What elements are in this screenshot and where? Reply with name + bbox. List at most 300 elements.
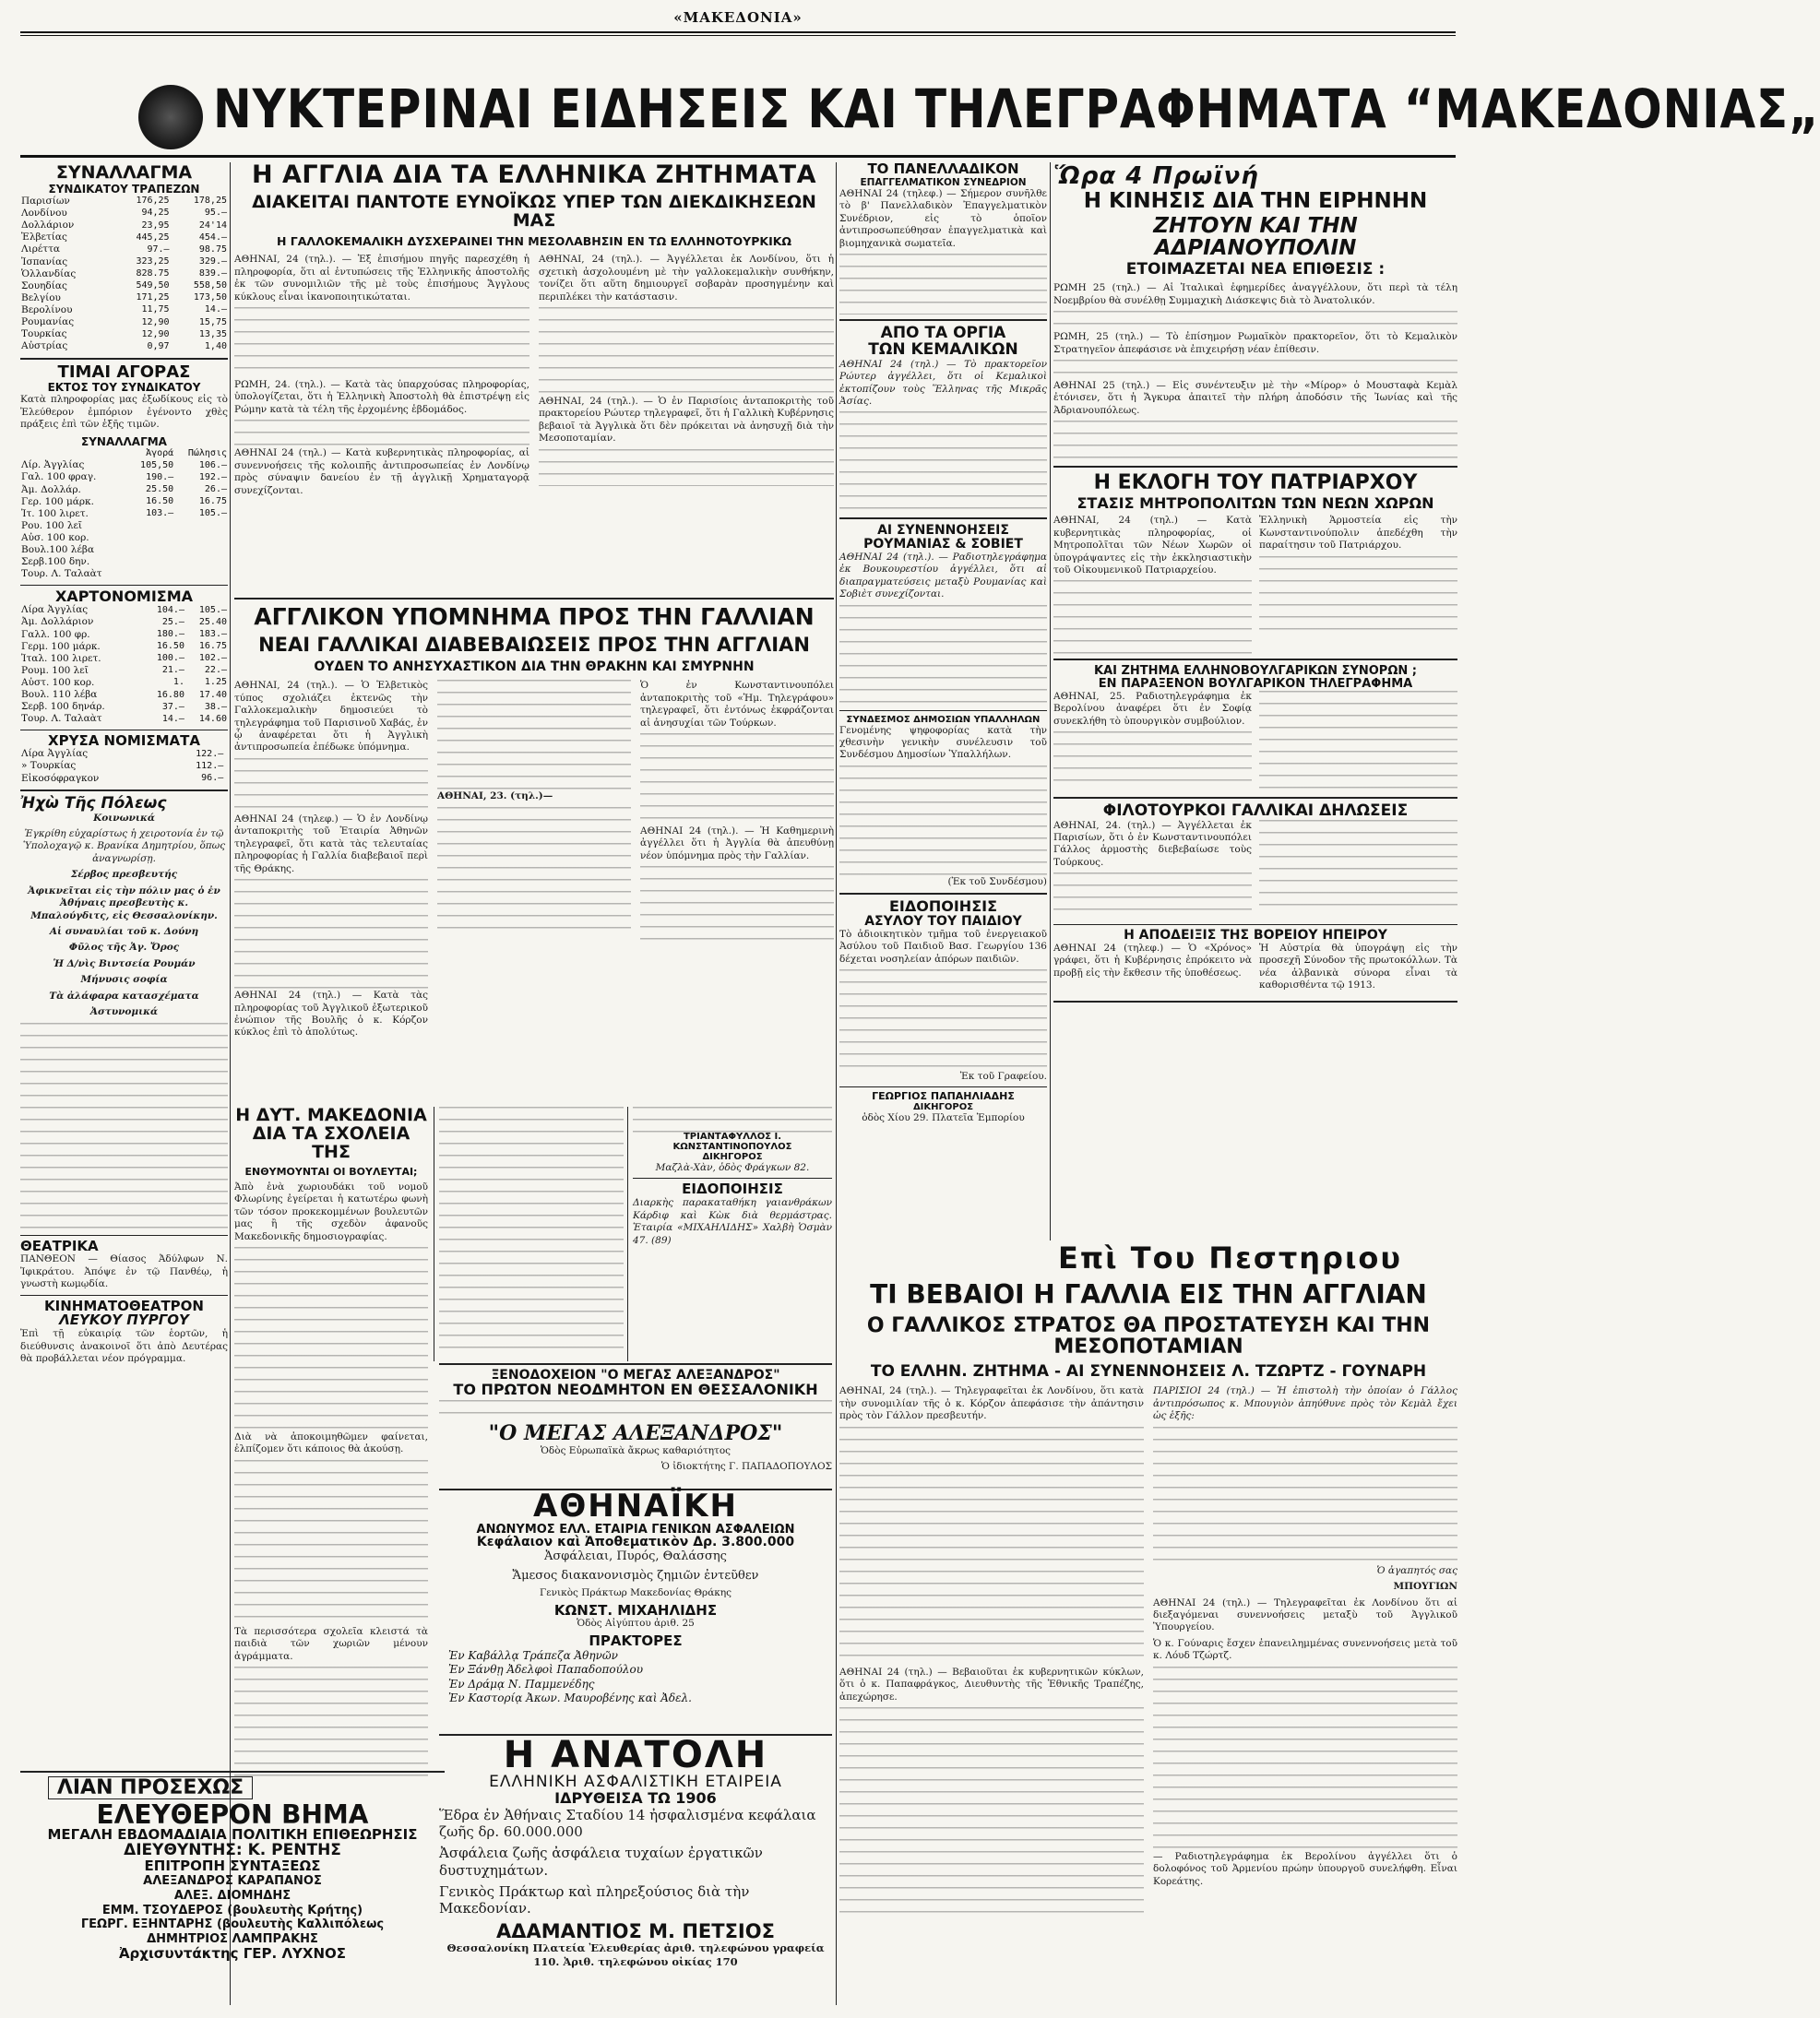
voulgaria-sub: ΕΝ ΠΑΡΑΞΕΝΟΝ ΒΟΥΛΓΑΡΙΚΟΝ ΤΗΛΕΓΡΑΦΗΜΑ xyxy=(1098,677,1413,692)
echo-item: Φῦλος τῆς Ἁγ. Ὄρος xyxy=(68,942,180,954)
xartonomisma-row xyxy=(20,665,228,677)
lawyer1-name: ΤΡΙΑΝΤΑΦΥΛΛΟΣ Ι. ΚΩΝΣΤΑΝΤΙΝΟΠΟΥΛΟΣ xyxy=(672,1132,792,1152)
xartonomisma-title: ΧΑΡΤΟΝΟΜΙΣΜΑ xyxy=(54,587,194,605)
timai-row xyxy=(20,556,228,568)
asylou-title: ΕΙΔΟΠΟΙΗΣΙΣ xyxy=(888,897,997,916)
table-cell: Τουρ. Λ. Ταλαὰτ xyxy=(21,568,102,580)
ypomnima-continued xyxy=(439,1107,624,1358)
ypomnima-p5: ΑΘΗΝΑΙ 24 (τηλ.). — Ἡ Καθημερινὴ ἀγγέλλει ὅτι ἡ Ἀγγλία θὰ ἀπευθύνῃ νέον ὑπόμνημα πρὸς τὴν Γαλλίαν. xyxy=(640,825,834,861)
table-cell: Γαλ. 100 φραγ. xyxy=(21,471,97,483)
table-cell xyxy=(174,532,228,544)
xartonomisma-row xyxy=(20,653,228,665)
table-cell: Λονδίνου xyxy=(21,208,67,220)
lawyer2-name: ΓΕΩΡΓΙΟΣ ΠΑΠΑΗΛΙΑΔΗΣ xyxy=(872,1090,1015,1103)
anatoli-line1: ΕΛΛΗΝΙΚΗ ΑΣΦΑΛΙΣΤΙΚΗ ΕΤΑΙΡΕΙΑ xyxy=(489,1773,782,1791)
echo-item: Τὰ ἀλάφαρα κατασχέματα xyxy=(49,990,199,1002)
table-cell: 37.— xyxy=(161,701,184,712)
table-cell: 103.— xyxy=(146,508,174,519)
timai-row xyxy=(20,459,228,471)
table-cell: Σερβ.100 δην. xyxy=(21,556,90,568)
makedonia-article xyxy=(234,1107,428,1767)
lawyer2-addr: ὁδὸς Χίου 29. Πλατεῖα Ἐμπορίου xyxy=(862,1112,1025,1124)
xrysa-row xyxy=(20,760,228,772)
small-ads xyxy=(633,1133,832,1354)
synallagma-row xyxy=(20,340,228,352)
ypomnima-p1: ΑΘΗΝΑΙ, 24 (τηλ.). — Ὁ Ἑλβετικὸς τύπος σχολιάζει ἐκτενῶς τὴν Γαλλοκεμαλικὴν δημοσιεύει τὸ τηλεγράφημα τοῦ Παρισινοῦ Χαβάς, ἐν ᾧ ἀναφέρεται ὅτι ἡ Ἀγγλικὴ ἀντιπροσωπεία ἐπέδωκε ὑπόμνημα. xyxy=(234,680,428,754)
synallagma-row xyxy=(20,316,228,328)
table-cell: 16.80 xyxy=(156,689,184,700)
ora-headline: Η ΚΙΝΗΣΙΣ ΔΙΑ ΤΗΝ ΕΙΡΗΝΗΝ xyxy=(1083,189,1428,213)
table-cell: 183.— xyxy=(198,628,227,639)
table-cell: 97.— xyxy=(147,243,170,255)
table-cell: 100.— xyxy=(156,653,184,664)
timai-table-title: ΣΥΝΑΛΛΑΓΜΑ xyxy=(81,434,167,448)
echo-body-text xyxy=(20,1023,228,1231)
table-cell: 192.— xyxy=(198,471,227,482)
rumania-title2: ΡΟΥΜΑΝΙΑΣ & ΣΟΒΙΕΤ xyxy=(863,537,1023,552)
table-cell: 190.— xyxy=(146,471,174,482)
table-cell: 22.— xyxy=(204,665,227,676)
lian-member: ΔΗΜΗΤΡΙΟΣ ΛΑΜΠΡΑΚΗΣ xyxy=(147,1932,318,1947)
table-cell: Τουρκίας xyxy=(21,328,67,340)
table-cell xyxy=(128,532,174,544)
table-cell: 828.75 xyxy=(136,268,170,279)
pesteriou-section xyxy=(839,1240,1457,2005)
echo-item: Κοινωνικά xyxy=(93,812,155,824)
synallagma-row xyxy=(20,268,228,280)
synallagma-row xyxy=(20,304,228,316)
pesteriou-p2: ΠΑΡΙΣΙΟΙ 24 (τηλ.) — Ἡ ἐπιστολὴ τὴν ὁποίαν ὁ Γάλλος ἀντιπρόσωπος κ. Μπουγιὸν ἀπηύθυνε πρὸς τὸν Κεμὰλ ἔχει ὡς ἑξῆς: xyxy=(1153,1385,1457,1422)
makedonia-sub: ΕΝΘΥΜΟΥΝΤΑΙ ΟΙ ΒΟΥΛΕΥΤΑΙ; xyxy=(244,1165,418,1178)
table-cell: Λίρα Ἀγγλίας xyxy=(21,604,89,616)
synallagma-row xyxy=(20,292,228,304)
timai-intro: Κατὰ πληροφορίας μας ἐξωδίκους εἰς τὸ Ἐλεύθερον ἐμπόριον ἐγένοντο χθὲς πράξεις ἐπὶ τῶν ἑξῆς τιμῶν. xyxy=(20,394,228,431)
makedonia-p1: Ἀπὸ ἑνὰ χωριουδάκι τοῦ νομοῦ Φλωρίνης ἐγείρεται ἡ κατωτέρω φωνὴ τῶν τόσον προκεκομμένων βουλευτῶν μας ἢ τῆς σχεδὸν ἀφανοῦς Μακεδονικῆς δημοσιογραφίας. xyxy=(234,1181,428,1242)
ora-sub2: ΕΤΟΙΜΑΖΕΤΑΙ ΝΕΑ ΕΠΙΘΕΣΙΣ : xyxy=(1125,260,1386,279)
table-cell: 25.50 xyxy=(146,483,174,494)
patriarxis-sub: ΣΤΑΣΙΣ ΜΗΤΡΟΠΟΛΙΤΩΝ ΤΩΝ ΝΕΩΝ ΧΩΡΩΝ xyxy=(1077,494,1434,513)
xrysa-row xyxy=(20,748,228,760)
makedonia-p2: Διὰ νὰ ἀποκοιμηθῶμεν φαίνεται, ἐλπίζομεν ὅτι κάποιος θὰ ἀκούσῃ. xyxy=(234,1431,428,1455)
table-cell: Γερ. 100 μάρκ. xyxy=(21,495,94,507)
timai-row xyxy=(20,568,228,580)
ora-title: Ὥρα 4 Πρωϊνή xyxy=(1053,162,1259,190)
synallagma-row xyxy=(20,231,228,243)
athinaiki-line4: Ἄμεσος διακανονισμὸς ζημιῶν ἐντεῦθεν xyxy=(512,1568,759,1583)
ypomnima-title: ΑΓΓΛΙΚΟΝ ΥΠΟΜΝΗΜΑ ΠΡΟΣ ΤΗΝ ΓΑΛΛΙΑΝ xyxy=(254,603,815,630)
echo-item: Ἀφικνεῖται εἰς τὴν πόλιν μας ὁ ἐν Ἀθήναις πρεσβευτὴς κ. Μπαλούγδιτς, εἰς Θεσσαλονίκην. xyxy=(28,884,220,921)
table-cell: Παρισίων xyxy=(21,195,70,207)
table-cell xyxy=(224,760,228,772)
table-cell: 15,75 xyxy=(198,316,227,327)
ipeiros-p2: Ἡ Αὐστρία θὰ ὑπογράψῃ εἰς τὴν προσεχῆ Σύνοδον τῆς πρωτοκόλλων. Τὰ νέα ἀλβανικὰ σύνορα εἶναι τὰ καθορισθέντα τῷ 1913. xyxy=(1259,942,1457,991)
table-cell: 329.— xyxy=(198,255,227,267)
table-cell: 12,90 xyxy=(141,328,170,339)
lian-member: ΕΜΜ. ΤΣΟΥΔΕΡΟΣ (βουλευτὴς Κρήτης) xyxy=(101,1903,363,1917)
table-cell xyxy=(128,568,174,580)
table-cell: Ἰταλ. 100 λιρετ. xyxy=(21,652,101,664)
rumania-title: ΑΙ ΣΥΝΕΝΝΟΗΣΕΙΣ xyxy=(877,523,1009,539)
ora-sub1: ΖΗΤΟΥΝ ΚΑΙ ΤΗΝ ΑΔΡΙΑΝΟΥΠΟΛΙΝ xyxy=(1153,214,1358,261)
athinaiki-line5: Γενικὸς Πράκτωρ Μακεδονίας Θράκης xyxy=(539,1587,732,1599)
ypallilon-title: ΣΥΝΔΕΣΜΟΣ ΔΗΜΟΣΙΩΝ ΥΠΑΛΛΗΛΩΝ xyxy=(846,714,1041,725)
table-cell: 106.— xyxy=(198,459,227,470)
table-cell: Λίρ. Ἀγγλίας xyxy=(21,459,85,471)
pesteriou-p3: ΑΘΗΝΑΙ 24 (τηλ.) — Βεβαιοῦται ἐκ κυβερνητικῶν κύκλων, ὅτι ὁ κ. Παπαφράγκος, Διευθυντὴς τῆς Ἐθνικῆς Τραπέζης, ἀπεχώρησε. xyxy=(839,1666,1144,1703)
synallagma-title: ΣΥΝΑΛΛΑΓΜΑ xyxy=(55,162,193,183)
table-cell: Βουλ. 110 λέβα xyxy=(21,689,98,701)
table-cell: 105.— xyxy=(198,508,227,519)
lian-title: ΛΙΑΝ ΠΡΟΣΕΧΩΣ xyxy=(48,1776,253,1799)
table-cell: 122.— xyxy=(196,748,224,759)
table-cell: Λίρα Ἀγγλίας xyxy=(21,748,89,760)
table-cell: Βουλ.100 λέβα xyxy=(21,544,95,556)
table-cell: 21.— xyxy=(161,665,184,676)
athinaiki-agent-line: Ἐν Καβάλλᾳ Τράπεζα Ἀθηνῶν xyxy=(448,1648,618,1662)
ipeiros-title: Η ΑΠΟΔΕΙΞΙΣ ΤΗΣ ΒΟΡΕΙΟΥ ΗΠΕΙΡΟΥ xyxy=(1124,928,1387,944)
column-divider xyxy=(230,162,231,2005)
xrysa-title: ΧΡΥΣΑ ΝΟΜΙΣΜΑΤΑ xyxy=(48,731,200,749)
pesteriou-p1: ΑΘΗΝΑΙ, 24 (τηλ.). — Τηλεγραφεῖται ἐκ Λονδίνου, ὅτι κατὰ τὴν συνομιλίαν τῆς ὁ κ. Κόρζον ἀπεφάσισε τὴν ἀπάντησιν πρὸς τὸν Γάλλον πρεσβευτήν. xyxy=(839,1385,1144,1422)
anglia-p2: ΡΩΜΗ, 24. (τηλ.). — Κατὰ τὰς ὑπαρχούσας πληροφορίας, ὑπολογίζεται, ὅτι ἡ Ἑλληνικὴ Ἀποστολὴ θὰ ἐπιστρέψῃ εἰς Ρώμην κατὰ τὰ τέλη τῆς ἐρχομένης ἑβδομάδος. xyxy=(234,378,529,415)
xartonomisma-row xyxy=(20,641,228,653)
echo-item: Αἱ συναυλίαι τοῦ κ. Δούνη xyxy=(49,926,199,938)
table-cell: Ὁλλανδίας xyxy=(21,267,77,279)
makedonia-p3: Τὰ περισσότερα σχολεῖα κλειστά τὰ παιδιὰ τῶν χωριῶν μένουν ἀγράμματα. xyxy=(234,1625,428,1662)
anglia-sub2: Η ΓΑΛΛΟΚΕΜΑΛΙΚΗ ΔΥΣΧΕΡΑΙΝΕΙ ΤΗΝ ΜΕΣΟΛΑΒΗΣΙΝ ΕΝ ΤΩ ΕΛΛΗΝΟΤΟΥΡΚΙΚΩ xyxy=(276,234,792,249)
cinema-text: Ἐπὶ τῇ εὐκαιρίᾳ τῶν ἑορτῶν, ἡ διεύθυνσις ἀνακοινοῖ ὅτι ἀπὸ Δευτέρας θὰ προβάλλεται νέον πρόγραμμα. xyxy=(20,1328,228,1365)
theatrika-text: ΠΑΝΘΕΟΝ — Θίασος Ἀδύλφων Ν. Ἰφικράτου. Ἀπόψε ἐν τῷ Πανθέῳ, ἡ γνωστὴ κωμῳδία. xyxy=(20,1253,228,1290)
timai-row xyxy=(20,484,228,496)
anatoli-addr: Θεσσαλονίκη Πλατεία Ἐλευθερίας ἀριθ. τηλεφώνου γραφεία 110. Ἀριθ. τηλεφώνου οἰκίας 170 xyxy=(446,1941,825,1968)
table-cell: Βελγίου xyxy=(21,291,61,303)
patriarxis-p1: ΑΘΗΝΑΙ, 24 (τηλ.) — Κατὰ κυβερνητικὰς πληροφορίας, οἱ Μητροπολῖται τῶν Νέων Χωρῶν οἱ ὑπογράψαντες εἰς τὴν ἐκκλησιαστικὴν τοῦ Οἰκουμενικοῦ Πατριαρχείου. xyxy=(1053,515,1252,576)
headline-rule xyxy=(20,155,1456,158)
athinaiki-ad xyxy=(439,1489,832,1732)
timai-row xyxy=(20,471,228,483)
xartonomisma-row xyxy=(20,701,228,713)
table-cell: 94,25 xyxy=(141,208,170,219)
table-cell: 16.75 xyxy=(198,495,227,506)
table-cell: 14.— xyxy=(161,713,184,724)
table-cell xyxy=(174,544,228,556)
ypomnima-sub2: ΟΥΔΕΝ ΤΟ ΑΝΗΣΥΧΑΣΤΙΚΟΝ ΔΙΑ ΤΗΝ ΘΡΑΚΗΝ ΚΑΙ ΣΜΥΡΝΗΝ xyxy=(314,659,755,675)
pesteriou-sign2: ΜΠΟΥΓΙΩΝ xyxy=(1393,1581,1457,1593)
table-cell: 1,40 xyxy=(204,340,227,351)
lian-paper: ΕΛΕΥΘΕΡΟΝ ΒΗΜΑ xyxy=(96,1799,369,1831)
ypomnima-sub1: ΝΕΑΙ ΓΑΛΛΙΚΑΙ ΔΙΑΒΕΒΑΙΩΣΕΙΣ ΠΡΟΣ ΤΗΝ ΑΓΓΛΙΑΝ xyxy=(258,634,810,657)
anglia-title: Η ΑΓΓΛΙΑ ΔΙΑ ΤΑ ΕΛΛΗΝΙΚΑ ΖΗΤΗΜΑΤΑ xyxy=(252,160,816,189)
table-cell: 16.75 xyxy=(198,641,227,651)
table-cell: 11,75 xyxy=(141,304,170,315)
athinaiki-line3: Ἀσφάλειαι, Πυρός, Θαλάσσης xyxy=(544,1549,727,1564)
ypomnima-p4: Ὁ ἐν Κωνσταντινουπόλει ἀνταποκριτὴς τοῦ «Ἡμ. Τηλεγράφου» τηλεγραφεῖ, ὅτι ἐντόνως ἐκφράζονται αἱ ἀνησυχίαι τῶν Τούρκων. xyxy=(640,680,834,729)
patriarxis-p2: Ἑλληνικὴ Ἁρμοστεία εἰς τὴν Κωνσταντινούπολιν ἀπεδέχθη τὴν παραίτησιν τοῦ Πατριάρχου. xyxy=(1259,515,1457,552)
ipeiros-p1: ΑΘΗΝΑΙ 24 (τηλεφ.) — Ὁ «Χρόνος» γράφει, ὅτι ἡ Κυβέρνησις ἐπρόκειτο νὰ προβῇ εἰς τὴν ἔκθεσιν τῆς ὑποθέσεως. xyxy=(1053,942,1252,979)
table-cell: Τουρ. Λ. Ταλαὰτ xyxy=(21,713,102,725)
synallagma-row xyxy=(20,243,228,255)
table-cell: Λιρέττα xyxy=(21,243,61,255)
table-cell: 558,50 xyxy=(193,280,227,291)
anglia-p1: ΑΘΗΝΑΙ, 24 (τηλ.). — Ἐξ ἐπισήμου πηγῆς παρεσχέθη ἡ πληροφορία, ὅτι αἱ ἐντυπώσεις τῆς Ἑλληνικῆς ἀποστολῆς ἐκ τῶν συνομιλιῶν τῆς μὲ τοὺς ἐπισήμους Ἄγγλους κύκλους εἶναι ἱκανοποιητικώταται. xyxy=(234,254,529,303)
rumania-text: ΑΘΗΝΑΙ 24 (τηλ.). — Ραδιοτηλεγράφημα ἐκ Βουκουρεστίου ἀγγέλλει, ὅτι αἱ διαπραγματεύσεις μεταξὺ Ρουμανίας καὶ Σοβιὲτ συνεχίζονται. xyxy=(839,551,1047,600)
orgia-text: ΑΘΗΝΑΙ 24 (τηλ.) — Τὸ πρακτορεῖον Ρώυτερ ἀγγέλλει, ὅτι οἱ Κεμαλικοὶ ἐκτοπίζουν τοὺς Ἕλληνας τῆς Μικρᾶς Ἀσίας. xyxy=(839,358,1047,407)
table-cell: 16.50 xyxy=(156,641,184,651)
synedrion-text: ΑΘΗΝΑΙ 24 (τηλεφ.) — Σήμερον συνῆλθε τὸ β' Πανελλαδικὸν Ἐπαγγελματικὸν Συνέδριον, εἰς τὸ ὁποῖον ἀντιπροσωπεύθησαν ἐπαγγελματικὰ καὶ βιομηχανικὰ σωματεῖα. xyxy=(839,187,1047,249)
table-cell: 98.75 xyxy=(198,243,227,255)
timai-row xyxy=(20,508,228,520)
synallagma-subtitle: ΣΥΝΔΙΚΑΤΟΥ ΤΡΑΠΕΖΩΝ xyxy=(48,182,200,196)
xartonomisma-row xyxy=(20,713,228,725)
athinaiki-agent-line: Ἐν Δράμᾳ Ν. Παμμενέδης xyxy=(448,1677,595,1691)
table-header xyxy=(20,448,128,460)
xrysa-table xyxy=(20,748,228,784)
anglia-p5: ΑΘΗΝΑΙ, 24 (τηλ.). — Ὁ ἐν Παρισίοις ἀνταποκριτὴς τοῦ πρακτορείου Ρώυτερ τηλεγραφεῖ, ὅτι ἡ Γαλλικὴ Κυβέρνησις βεβαιοῖ τὰ Ἀγγλικὰ ὅτι δὲν πρόκειται νὰ ἀνησυχῇ διὰ τὴν Μεσοποταμίαν. xyxy=(539,395,834,445)
anglia-p4: ΑΘΗΝΑΙ, 24 (τηλ.). — Ἀγγέλλεται ἐκ Λονδίνου, ὅτι ἡ σχετικὴ ἀσχολουμένη μὲ τὴν γαλλοκεμαλικὴν συνθήκην, τονίζει ὅτι αὕτη δημιουργεῖ σοβαρὰν προσηγμένην καὶ περιπλέκει τὴν κατάστασιν. xyxy=(539,254,834,303)
athinaiki-title: ΑΘΗΝΑΪΚΗ xyxy=(533,1488,738,1525)
anatoli-agent: ΑΔΑΜΑΝΤΙΟΣ Μ. ΠΕΤΣΙΟΣ xyxy=(496,1920,775,1943)
athinaiki-line2: Κεφάλαιον καὶ Ἀποθεματικὸν Δρ. 3.800.000 xyxy=(476,1535,795,1550)
echo-item: Μήνυσις σοφία xyxy=(80,974,168,986)
table-cell: 176,25 xyxy=(136,196,170,207)
table-cell: 180.— xyxy=(156,628,184,639)
ora-p3: ΑΘΗΝΑΙ 25 (τηλ.) — Εἰς συνέντευξιν μὲ τὴν «Μίρορ» ὁ Μουσταφὰ Κεμὰλ ἐτόνισεν, ὅτι ἡ Ἄγκυρα ἀπαιτεῖ τὴν πλήρη ἀποδόσιν τῆς Ἰωνίας καὶ τῆς Ἀδριανουπόλεως. xyxy=(1053,380,1457,416)
lian-member: ΑΛΕΞ. ΔΙΟΜΗΔΗΣ xyxy=(173,1888,291,1903)
table-cell: 14.— xyxy=(204,304,227,315)
table-cell: 171,25 xyxy=(136,292,170,303)
synedrion-sub: ΕΠΑΓΓΕΛΜΑΤΙΚΟΝ ΣΥΝΕΔΡΙΟΝ xyxy=(860,176,1027,188)
table-cell: 25.— xyxy=(161,616,184,627)
table-cell: 178,25 xyxy=(193,196,227,207)
synallagma-row xyxy=(20,280,228,292)
table-cell: 26.— xyxy=(204,483,227,494)
table-cell: Ἑλβετίας xyxy=(21,231,67,243)
xartonomisma-row xyxy=(20,616,228,628)
pesteriou-headline: ΤΙ ΒΕΒΑΙΟΙ Η ΓΑΛΛΙΑ ΕΙΣ ΤΗΝ ΑΓΓΛΙΑΝ xyxy=(870,1279,1427,1310)
hotel-line: ΤΟ ΠΡΩΤΟΝ ΝΕΟΔΜΗΤΟΝ ΕΝ ΘΕΣΣΑΛΟΝΙΚΗ xyxy=(453,1380,818,1398)
table-cell: 12,90 xyxy=(141,316,170,327)
table-cell: Σερβ. 100 δηνάρ. xyxy=(21,701,105,713)
top-rule-thin xyxy=(20,35,1456,36)
timai-title: ΤΙΜΑΙ ΑΓΟΡΑΣ xyxy=(57,362,191,382)
table-header: Ἀγορά xyxy=(146,447,174,458)
patriarxis-title: Η ΕΚΛΟΓΗ ΤΟΥ ΠΑΤΡΙΑΡΧΟΥ xyxy=(1093,471,1418,495)
synallagma-row xyxy=(20,328,228,340)
lawyer1-title: ΔΙΚΗΓΟΡΟΣ xyxy=(702,1152,763,1162)
table-cell xyxy=(128,520,174,532)
table-cell xyxy=(128,544,174,556)
table-cell: 17.40 xyxy=(198,689,227,700)
athinaiki-agent-line: Ἐν Καστορίᾳ Ἀκων. Μαυροβένης καὶ Ἀδελ. xyxy=(448,1692,692,1705)
eidopoiisis-text: Διαρκὴς παρακαταθήκη γαιανθράκων Κάρδιφ καὶ Κὼκ διὰ θερμάστρας. Ἑταιρία «ΜΙΧΑΗΛΙΔΗΣ» Χαλβὴ Ὁσμὰν 47. (89) xyxy=(633,1197,832,1246)
column-2 xyxy=(234,162,834,642)
table-cell: Ρου. 100 λεῖ xyxy=(21,519,83,531)
xartonomisma-table xyxy=(20,604,228,725)
gallikai-p1: ΑΘΗΝΑΙ, 24. (τηλ.) — Ἀγγέλλεται ἐκ Παρισίων, ὅτι ὁ ἐν Κωνσταντινουπόλει Γάλλος ἁρμοστὴς διεβεβαίωσε τοὺς Τούρκους. xyxy=(1053,819,1252,868)
pesteriou-p4: Ὁ κ. Γούναρις ἔσχεν ἐπανειλημμένας συνεννοήσεις μετὰ τοῦ κ. Λόυδ Τζώρτζ. xyxy=(1153,1637,1457,1662)
makedonia-title: Η ΔΥΤ. ΜΑΚΕΔΟΝΙΑ xyxy=(235,1105,427,1125)
hotel-name: "Ο ΜΕΓΑΣ ΑΛΕΞΑΝΔΡΟΣ" xyxy=(488,1421,783,1446)
table-cell xyxy=(224,748,228,760)
anglia-p3: ΑΘΗΝΑΙ 24 (τηλ.) — Κατὰ κυβερνητικὰς πληροφορίας, αἱ συνεννοήσεις τῆς κολοιπῆς ἀντιπροσωπείας ἐν Λονδίνῳ πρὸς σύναψιν δανείου ἐν τῇ ἀγγλικῇ Χρηματαγορᾷ συνεχίζονται. xyxy=(234,447,529,496)
voulgaria-title: ΚΑΙ ΖΗΤΗΜΑ ΕΛΛΗΝΟΒΟΥΛΓΑΡΙΚΩΝ ΣΥΝΟΡΩΝ ; xyxy=(1094,664,1417,679)
table-cell: Αὐσ. 100 κορ. xyxy=(21,532,89,544)
anatoli-line4: Ἀσφάλεια ζωῆς ἀσφάλεια τυχαίων ἐργατικῶν δυστυχημάτων. xyxy=(439,1845,763,1879)
asylou-title2: ΑΣΥΛΟΥ ΤΟΥ ΠΑΙΔΙΟΥ xyxy=(864,914,1022,930)
athinaiki-agent-line: Ἐν Ξάνθῃ Ἀδελφοὶ Παπαδοπούλου xyxy=(448,1663,644,1677)
ypallilon-sign: (Ἐκ τοῦ Συνδέσμου) xyxy=(947,875,1047,887)
echo-item: Ἡ Δ/νὶς Βιντσεία Ρουμάν xyxy=(53,957,196,969)
table-cell: 1. xyxy=(172,677,184,688)
table-cell: 445,25 xyxy=(136,231,170,243)
athinaiki-addr: Ὁδὸς Αἰγύπτου ἀριθ. 25 xyxy=(577,1618,695,1630)
table-cell: Γερμ. 100 μάρκ. xyxy=(21,640,101,652)
xartonomisma-row xyxy=(20,629,228,641)
table-cell: Δολλάριον xyxy=(21,220,75,231)
timai-row xyxy=(20,532,228,544)
table-cell: Αὐστ. 100 κορ. xyxy=(21,677,95,689)
table-cell: Σουηδίας xyxy=(21,279,67,291)
table-cell: Ἀμ. Δολλάριον xyxy=(21,616,94,628)
ypomnima-p6: ΑΘΗΝΑΙ, 23. (τηλ.)— xyxy=(437,790,553,802)
table-cell: Βερολίνου xyxy=(21,304,73,316)
table-cell: 105.— xyxy=(198,604,227,615)
table-cell: 14.60 xyxy=(198,713,227,724)
table-cell: Ρουμ. 100 λεῖ xyxy=(21,664,89,676)
xartonomisma-row xyxy=(20,677,228,689)
table-cell: 549,50 xyxy=(136,280,170,291)
pesteriou-sign1: Ὁ ἀγαπητός σας xyxy=(1376,1564,1457,1576)
hotel-addr: Ὁδὸς Εὐρωπαϊκὰ ἄκρως καθαριότητος xyxy=(540,1444,732,1456)
voulgaria-p1: ΑΘΗΝΑΙ, 25. Ραδιοτηλεγράφημα ἐκ Βερολίνου ἀναφέρει ὅτι ἐν Σοφίᾳ συνεκλήθη τὸ ὑπουργικὸν συμβούλιον. xyxy=(1053,690,1252,727)
table-cell: Εἰκοσόφραγκον xyxy=(21,772,100,784)
table-cell: Ἀμ. Δολλάρ. xyxy=(21,483,81,495)
lian-member: ΓΕΩΡΓ. ΕΞΗΝΤΑΡΗΣ (βουλευτὴς Καλλιπόλεως xyxy=(80,1917,385,1932)
table-cell xyxy=(174,520,228,532)
echo-item: Σέρβος πρεσβευτής xyxy=(70,869,178,881)
lian-desc: ΜΕΓΑΛΗ ΕΒΔΟΜΑΔΙΑΙΑ ΠΟΛΙΤΙΚΗ ΕΠΙΘΕΩΡΗΣΙΣ xyxy=(47,1826,418,1844)
hotel-title: ΞΕΝΟΔΟΧΕΙΟΝ "Ο ΜΕΓΑΣ ΑΛΕΞΑΝΔΡΟΣ" xyxy=(491,1368,780,1383)
table-cell: 323,25 xyxy=(136,255,170,267)
anatoli-line3: Ἕδρα ἐν Ἀθήναις Σταδίου 14 ἠσφαλισμένα κεφάλαια ζωῆς δρ. 60.000.000 xyxy=(439,1806,816,1841)
ypomnima-article xyxy=(234,605,834,1103)
ypallilon-text: Γενομένης ψηφοφορίας κατὰ τὴν χθεσινὴν γενικὴν συνέλευσιν τοῦ Συνδέσμου Δημοσίων Ὑπαλλήλων. xyxy=(839,724,1047,761)
table-cell: 102.— xyxy=(198,653,227,664)
table-cell: 105,50 xyxy=(140,459,174,470)
echo-item: Ἐγκρίθη εὐχαρίστως ἡ χειροτονία ἐν τῷ Ὑπολοχαγῷ κ. Βρανίκα Δημητρίου, ὅπως ἀναγνωρίσῃ. xyxy=(22,827,226,864)
paper-name: «ΜΑΚΕΔΟΝΙΑ» xyxy=(673,9,803,26)
table-cell: 16.50 xyxy=(146,495,174,506)
anatoli-line5: Γενικὸς Πράκτωρ καὶ πληρεξούσιος διὰ τὴν Μακεδονίαν. xyxy=(439,1882,750,1917)
ora-p2: ΡΩΜΗ, 25 (τηλ.) — Τὸ ἐπίσημον Ρωμαϊκὸν πρακτορεῖον, ὅτι τὸ Κεμαλικὸν Στρατηγεῖον ἀπεφάσισε νὰ ἐπιχειρήσῃ νέαν ἐπίθεσιν. xyxy=(1053,331,1457,355)
table-cell: Ἰτ. 100 λιρετ. xyxy=(21,507,89,519)
lian-member: ΑΛΕΞΑΝΔΡΟΣ ΚΑΡΑΠΑΝΟΣ xyxy=(143,1873,322,1888)
anatoli-ad xyxy=(439,1734,832,2005)
anatoli-line2: ΙΔΡΥΘΕΙΣΑ ΤΩ 1906 xyxy=(554,1788,717,1807)
echo-item: Ἀστυνομικά xyxy=(89,1006,159,1018)
echo-title: Ἠχὼ Τῆς Πόλεως xyxy=(20,793,167,813)
orgia-title: ΑΠΟ ΤΑ ΟΡΓΙΑ xyxy=(880,323,1006,342)
lawyer1-addr: Μαζλὰ-Χὰν, ὁδὸς Φράγκων 82. xyxy=(655,1162,810,1173)
xartonomisma-row xyxy=(20,689,228,701)
pesteriou-sub2: ΤΟ ΕΛΛΗΝ. ΖΗΤΗΜΑ - ΑΙ ΣΥΝΕΝΝΟΗΣΕΙΣ Λ. ΤΖΩΡΤΖ - ΓΟΥΝΑΡΗ xyxy=(870,1361,1427,1381)
synallagma-row xyxy=(20,256,228,268)
pesteriou-title: Επὶ Του Πεστηριου xyxy=(1057,1240,1402,1276)
table-cell: Ρουμανίας xyxy=(21,316,75,328)
ypomnima-p2: ΑΘΗΝΑΙ 24 (τηλεφ.) — Ὁ ἐν Λονδίνῳ ἀνταποκριτὴς τοῦ Ἑταιρία Ἀθηνῶν τηλεγραφεῖ, ὅτι κατὰ τὰς τελευταίας πληροφορίας ἡ Γαλλία διαβεβαιοῖ περὶ τῆς Θράκης. xyxy=(234,813,428,874)
column-1 xyxy=(20,162,228,2005)
synallagma-table xyxy=(20,196,228,353)
synallagma-row xyxy=(20,220,228,231)
ora-p1: ΡΩΜΗ 25 (τηλ.) — Αἱ Ἰταλικαὶ ἐφημερίδες ἀναγγέλλουν, ὅτι περὶ τὰ τέλη Νοεμβρίου θὰ συνέλθῃ Συμμαχικὴ Διάσκεψις διὰ τὸ Ἀνατολικόν. xyxy=(1053,282,1457,306)
table-cell xyxy=(174,556,228,568)
table-header: Πώλησις xyxy=(187,447,227,458)
table-cell: 454.— xyxy=(198,231,227,243)
table-cell: 1.25 xyxy=(204,677,227,688)
table-cell: » Τουρκίας xyxy=(21,760,77,772)
anglia-sub1: ΔΙΑΚΕΙΤΑΙ ΠΑΝΤΟΤΕ ΕΥΝΟΪΚΩΣ ΥΠΕΡ ΤΩΝ ΔΙΕΚΔΙΚΗΣΕΩΝ ΜΑΣ xyxy=(252,192,816,231)
lian-director: ΔΙΕΥΘΥΝΤΗΣ: Κ. ΡΕΝΤΗΣ xyxy=(124,1841,341,1860)
echo-list xyxy=(20,813,228,1019)
table-cell: Ἰσπανίας xyxy=(21,255,68,267)
table-cell: 96.— xyxy=(201,772,224,783)
lian-prosexos-ad xyxy=(20,1771,445,2005)
athinaiki-line1: ΑΝΩΝΥΜΟΣ ΕΛΛ. ΕΤΑΙΡΙΑ ΓΕΝΙΚΩΝ ΑΣΦΑΛΕΙΩΝ xyxy=(476,1522,795,1537)
xartonomisma-row xyxy=(20,604,228,616)
orgia-title2: ΤΩΝ ΚΕΜΑΛΙΚΩΝ xyxy=(868,339,1018,359)
theatrika-title: ΘΕΑΤΡΙΚΑ xyxy=(20,1237,99,1254)
anatoli-title: Η ΑΝΑΤΟΛΗ xyxy=(503,1734,768,1776)
table-cell: 24'14 xyxy=(198,220,227,231)
timai-row xyxy=(20,544,228,556)
table-cell: 0,97 xyxy=(147,340,170,351)
cinema-subtitle: ΛΕΥΚΟΥ ΠΥΡΓΟΥ xyxy=(59,1312,189,1329)
synallagma-row xyxy=(20,208,228,220)
hotel-ad xyxy=(439,1363,832,1485)
pesteriou-p6: — Ραδιοτηλεγράφημα ἐκ Βερολίνου ἀγγέλλει ὅτι ὁ δολοφόνος τοῦ Ἀρμενίου πρώην ὑπουργοῦ συνελήφθη. Εἶναι Κορεάτης. xyxy=(1153,1850,1457,1887)
asylou-text: Τὸ ἀδιοικητικὸν τμῆμα τοῦ ἐνεργειακοῦ Ἀσύλου τοῦ Παιδιοῦ Βασ. Γεωργίου 136 δέχεται νοσηλείαν ἀπόρων παιδιῶν. xyxy=(839,928,1047,965)
table-cell: 25.40 xyxy=(198,616,227,627)
table-cell: 173,50 xyxy=(193,292,227,303)
makedonia-title2: ΔΙΑ ΤΑ ΣΧΟΛΕΙΑ ΤΗΣ xyxy=(252,1122,410,1162)
cinema-title: ΚΙΝΗΜΑΤΟΘΕΑΤΡΟΝ xyxy=(44,1297,204,1314)
xrysa-row xyxy=(20,773,228,785)
pesteriou-sub1: Ο ΓΑΛΛΙΚΟΣ ΣΤΡΑΤΟΣ ΘΑ ΠΡΟΣΤΑΤΕΥΣΗ ΚΑΙ ΤΗΝ ΜΕΣΟΠΟΤΑΜΙΑΝ xyxy=(866,1314,1431,1359)
athinaiki-agent: ΚΩΝΣΤ. ΜΙΧΑΗΛΙΔΗΣ xyxy=(553,1601,718,1619)
table-cell xyxy=(128,556,174,568)
lian-chief: Ἀρχισυντάκτης ΓΕΡ. ΛΥΧΝΟΣ xyxy=(118,1945,347,1963)
lian-committee: ΕΠΙΤΡΟΠΗ ΣΥΝΤΑΞΕΩΣ xyxy=(144,1858,321,1875)
table-cell: 112.— xyxy=(196,760,224,771)
athinaiki-praktores: ΠΡΑΚΤΟΡΕΣ xyxy=(589,1632,683,1649)
table-cell xyxy=(174,568,228,580)
top-rule xyxy=(20,31,1456,33)
table-cell xyxy=(224,773,228,785)
timai-subtitle: ΕΚΤΟΣ ΤΟΥ ΣΥΝΔΙΚΑΤΟΥ xyxy=(47,381,201,395)
table-cell: 95.— xyxy=(204,208,227,219)
timai-table xyxy=(20,448,228,581)
table-cell: 104.— xyxy=(156,604,184,615)
timai-row xyxy=(20,496,228,508)
synedrion-title: ΤΟ ΠΑΝΕΛΛΑΔΙΚΟΝ xyxy=(867,160,1019,177)
table-cell: Γαλλ. 100 φρ. xyxy=(21,628,90,640)
column-divider xyxy=(836,162,837,2005)
table-cell: Αὐστρίας xyxy=(21,340,68,352)
gallikai-title: ΦΙΛΟΤΟΥΡΚΟΙ ΓΑΛΛΙΚΑΙ ΔΗΛΩΣΕΙΣ xyxy=(1102,801,1409,820)
table-cell: 38.— xyxy=(204,701,227,712)
newspaper-emblem-icon xyxy=(138,85,203,149)
table-cell: 13,35 xyxy=(198,328,227,339)
